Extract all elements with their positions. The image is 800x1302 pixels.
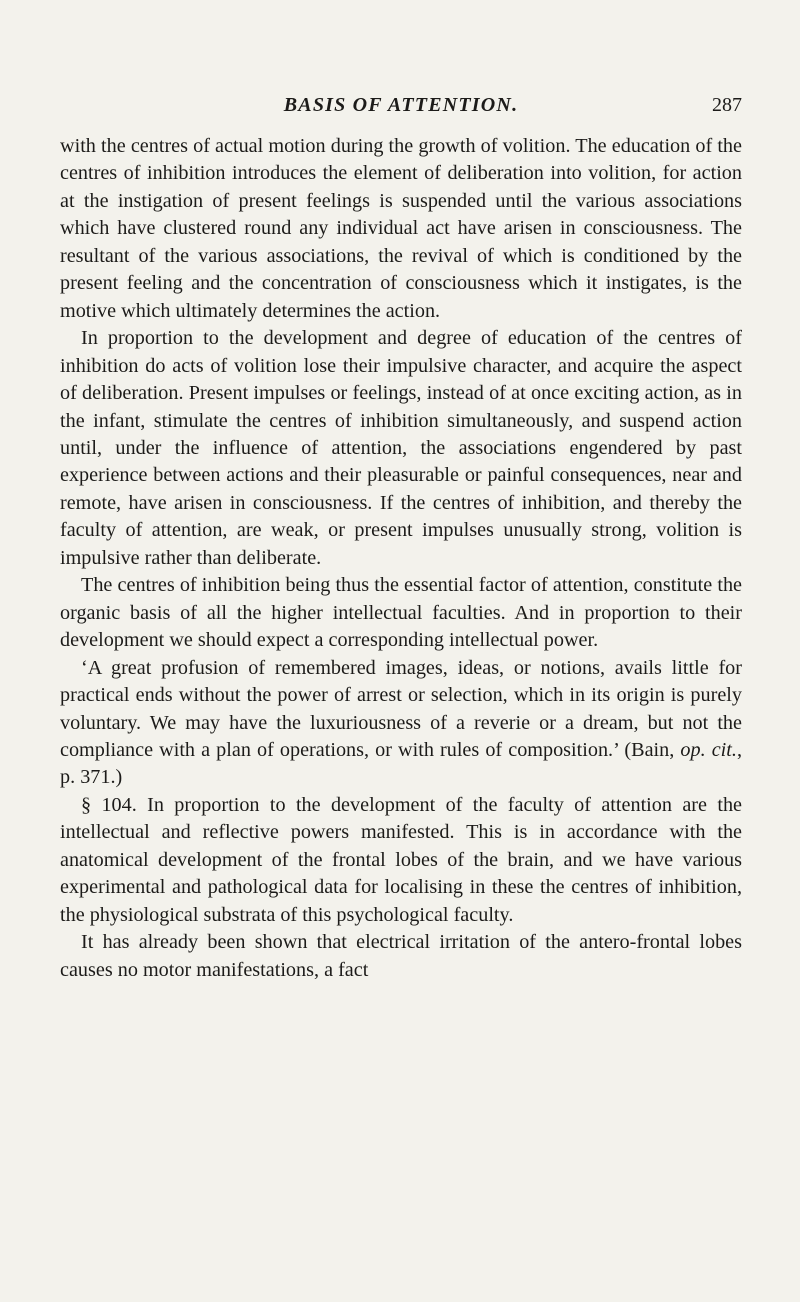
body-text <box>60 133 742 984</box>
quotation-text: ‘A great profusion of remembered images, ideas, or notions, avails little for practical ends without the power of arrest or selection, which in its origin is purely voluntary. We may have the luxuriousness of a reverie or a dream, but not the compliance with a plan of operations, or with rules of composition.’ (Bain, <box>60 656 742 761</box>
citation-work: op. cit. <box>680 738 737 761</box>
page-number: 287 <box>712 94 742 116</box>
paragraph: The centres of inhibition being thus the essential factor of attention, constitute the organic basis of all the higher intellectual faculties. And in proportion to their development we should expect a corresponding intellectual power. <box>60 574 742 652</box>
paragraph: In proportion to the development and degree of education of the centres of inhibition do acts of volition lose their impulsive character, and acquire the aspect of deliberation. Present impulses or feelings, instead of at once exciting action, as in the infant, stimulate the centres of inhibition simultaneously, and suspend action until, under the influence of attention, the associations engendered by past experience between actions and their pleasurable or painful consequences, near and remote, have arisen in consciousness. If the centres of inhibition, and thereby the faculty of attention, are weak, or present impulses unusually strong, volition is impulsive rather than deliberate. <box>60 327 742 569</box>
running-head <box>60 94 742 124</box>
paragraph: It has already been shown that electrical irritation of the antero-frontal lobes causes no motor manifestations, a fact <box>60 931 742 981</box>
quotation-paragraph <box>60 655 742 792</box>
section-paragraph: § 104. In proportion to the development of the faculty of attention are the intellectual and reflective powers manifested. This is in accordance with the anatomical development of the frontal lobes of the brain, and we have various experimental and pathological data for localising in these the centres of inhibition, the physiological substrata of this psychological faculty. <box>60 793 742 926</box>
citation-page: , p. 371.) <box>60 738 742 789</box>
running-title: BASIS OF ATTENTION. <box>283 94 519 116</box>
paragraph-continued: with the centres of actual motion during the growth of volition. The education of the centres of inhibition introduces the element of deliberation into volition, for action at the instigation of present feelings is suspended until the various associations which have clustered round any individual act have arisen in consciousness. The resultant of the various associations, the revival of which is conditioned by the present feeling and the concentration of consciousness which it instigates, is the motive which ultimately determines the action. <box>60 135 742 322</box>
